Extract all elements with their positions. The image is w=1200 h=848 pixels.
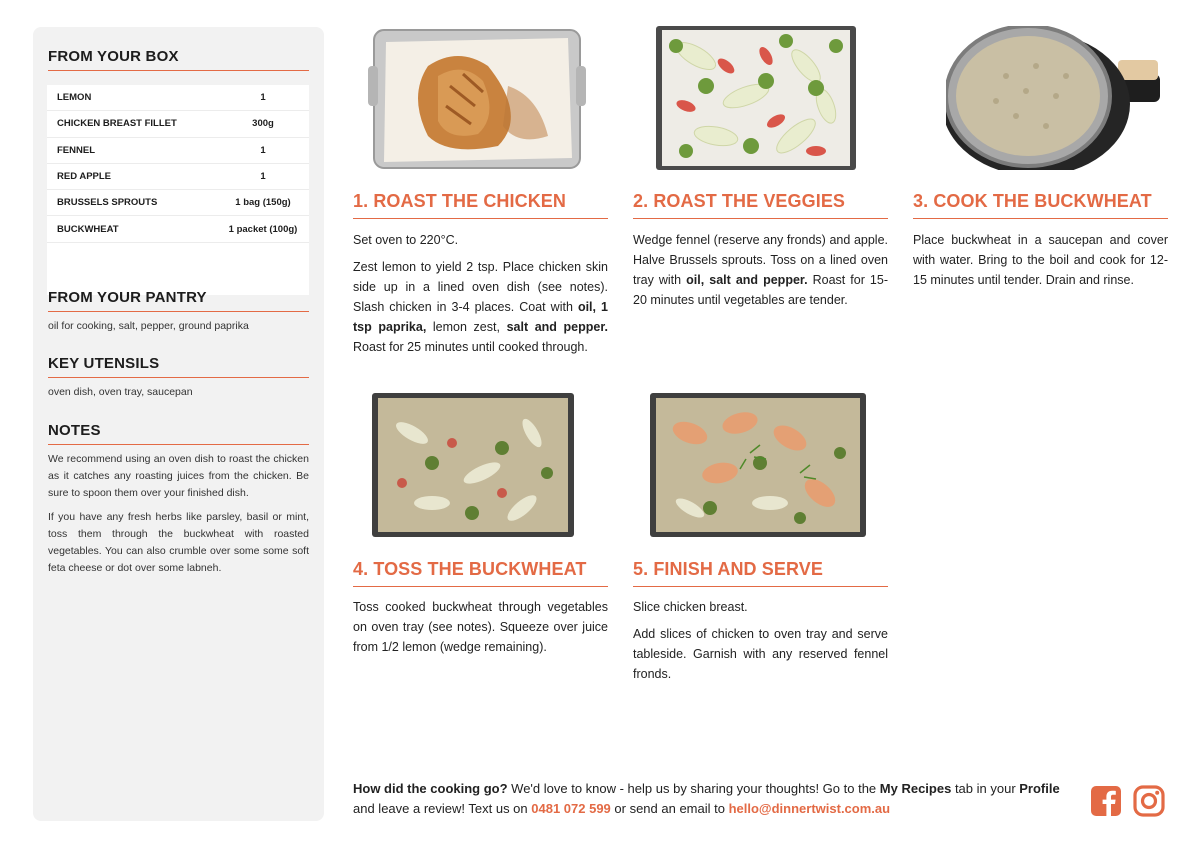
roast-chicken-photo — [368, 26, 586, 170]
ingredient-name: RED APPLE — [57, 171, 112, 183]
email-link[interactable]: hello@dinnertwist.com.au — [728, 801, 891, 816]
footer-text: and leave a review! Text us on — [353, 801, 532, 816]
step-1-title: 1. ROAST THE CHICKEN — [353, 191, 608, 219]
step-3-text — [913, 230, 1168, 297]
step-4-paragraph-1: Toss cooked buckwheat through vegetables on oven tray (see notes). Squeeze over juice from 1/2 lemon (wedge remaining). — [353, 600, 608, 654]
step-4-text — [353, 597, 608, 664]
step-5-paragraph-2: Add slices of chicken to oven tray and serve tableside. Garnish with any reserved fennel fronds. — [633, 627, 888, 681]
ingredient-name: CHICKEN BREAST FILLET — [57, 118, 177, 130]
ingredient-row — [47, 164, 309, 190]
finish-serve-photo — [650, 393, 866, 537]
ingredient-name: LEMON — [57, 92, 92, 104]
notes-title: NOTES — [48, 422, 309, 445]
pantry-text: oil for cooking, salt, pepper, ground paprika — [48, 320, 249, 332]
footer-text: tab in your — [951, 781, 1020, 796]
step-1-text — [353, 230, 608, 364]
ingredient-name: BUCKWHEAT — [57, 223, 119, 235]
ingredient-row — [47, 111, 309, 137]
ingredient-row — [47, 216, 309, 242]
pantry-title: FROM YOUR PANTRY — [48, 289, 309, 312]
notes-body — [48, 451, 309, 584]
note-paragraph: If you have any fresh herbs like parsley, basil or mint, toss them through the buckwheat with roasted vegetables. You can also crumble over some some soft feta cheese or dot over some labneh. — [48, 511, 309, 574]
buckwheat-photo — [946, 26, 1160, 170]
ingredients-table — [47, 85, 309, 295]
ingredient-qty: 1 — [260, 171, 266, 183]
step-1-paragraph-1: Set oven to 220°C. — [353, 233, 459, 247]
utensils-title: KEY UTENSILS — [48, 355, 309, 378]
step-3-paragraph-1: Place buckwheat in a saucepan and cover with water. Bring to the boil and cook for 12-15 minutes until tender. Drain and rinse. — [913, 233, 1168, 287]
ingredient-row — [47, 190, 309, 216]
footer-text: or send an email to — [610, 801, 729, 816]
utensils-text: oven dish, oven tray, saucepan — [48, 386, 193, 398]
ingredient-name: FENNEL — [57, 144, 95, 156]
roast-veggies-photo — [656, 26, 856, 170]
step-2-text — [633, 230, 888, 317]
phone-link[interactable]: 0481 072 599 — [531, 801, 611, 816]
step-2-paragraph-1: Wedge fennel (reserve any fronds) and apple. Halve Brussels sprouts. Toss on a lined oven tray with oil, salt and pepper. Roast for 15-20 minutes until vegetables are tender. — [633, 233, 888, 307]
footer-text: We'd love to know - help us by sharing your thoughts! Go to the — [507, 781, 880, 796]
step-5-paragraph-1: Slice chicken breast. — [633, 600, 748, 614]
ingredient-qty: 1 bag (150g) — [235, 197, 291, 209]
my-recipes-link[interactable]: My Recipes — [879, 781, 952, 796]
instagram-icon[interactable] — [1133, 785, 1165, 817]
step-5-text — [633, 597, 888, 691]
toss-buckwheat-photo — [372, 393, 574, 537]
ingredient-row — [47, 85, 309, 111]
ingredient-qty: 1 — [260, 144, 266, 156]
footer-question: How did the cooking go? — [353, 781, 508, 796]
feedback-footer — [353, 779, 1073, 819]
step-1-paragraph-2: Zest lemon to yield 2 tsp. Place chicken skin side up in a lined oven dish (see notes). Slash chicken in 3-4 places. Coat with oil, 1 tsp paprika, lemon zest, salt and pepper. Roast for 25 minutes until cooked through. — [353, 260, 608, 354]
profile-link[interactable]: Profile — [1019, 781, 1060, 796]
step-4-title: 4. TOSS THE BUCKWHEAT — [353, 559, 608, 587]
ingredient-qty: 1 packet (100g) — [228, 223, 298, 235]
step-5-title: 5. FINISH AND SERVE — [633, 559, 888, 587]
ingredient-name: BRUSSELS SPROUTS — [57, 197, 158, 209]
step-3-title: 3. COOK THE BUCKWHEAT — [913, 191, 1168, 219]
from-box-title: FROM YOUR BOX — [48, 48, 309, 71]
step-2-title: 2. ROAST THE VEGGIES — [633, 191, 888, 219]
ingredient-qty: 1 — [260, 92, 266, 104]
ingredient-qty: 300g — [252, 118, 274, 130]
sidebar — [33, 27, 324, 821]
ingredient-row — [47, 138, 309, 164]
facebook-icon[interactable] — [1090, 785, 1122, 817]
note-paragraph: We recommend using an oven dish to roast the chicken as it catches any roasting juices from the chicken. Be sure to spoon them over your finished dish. — [48, 453, 309, 499]
